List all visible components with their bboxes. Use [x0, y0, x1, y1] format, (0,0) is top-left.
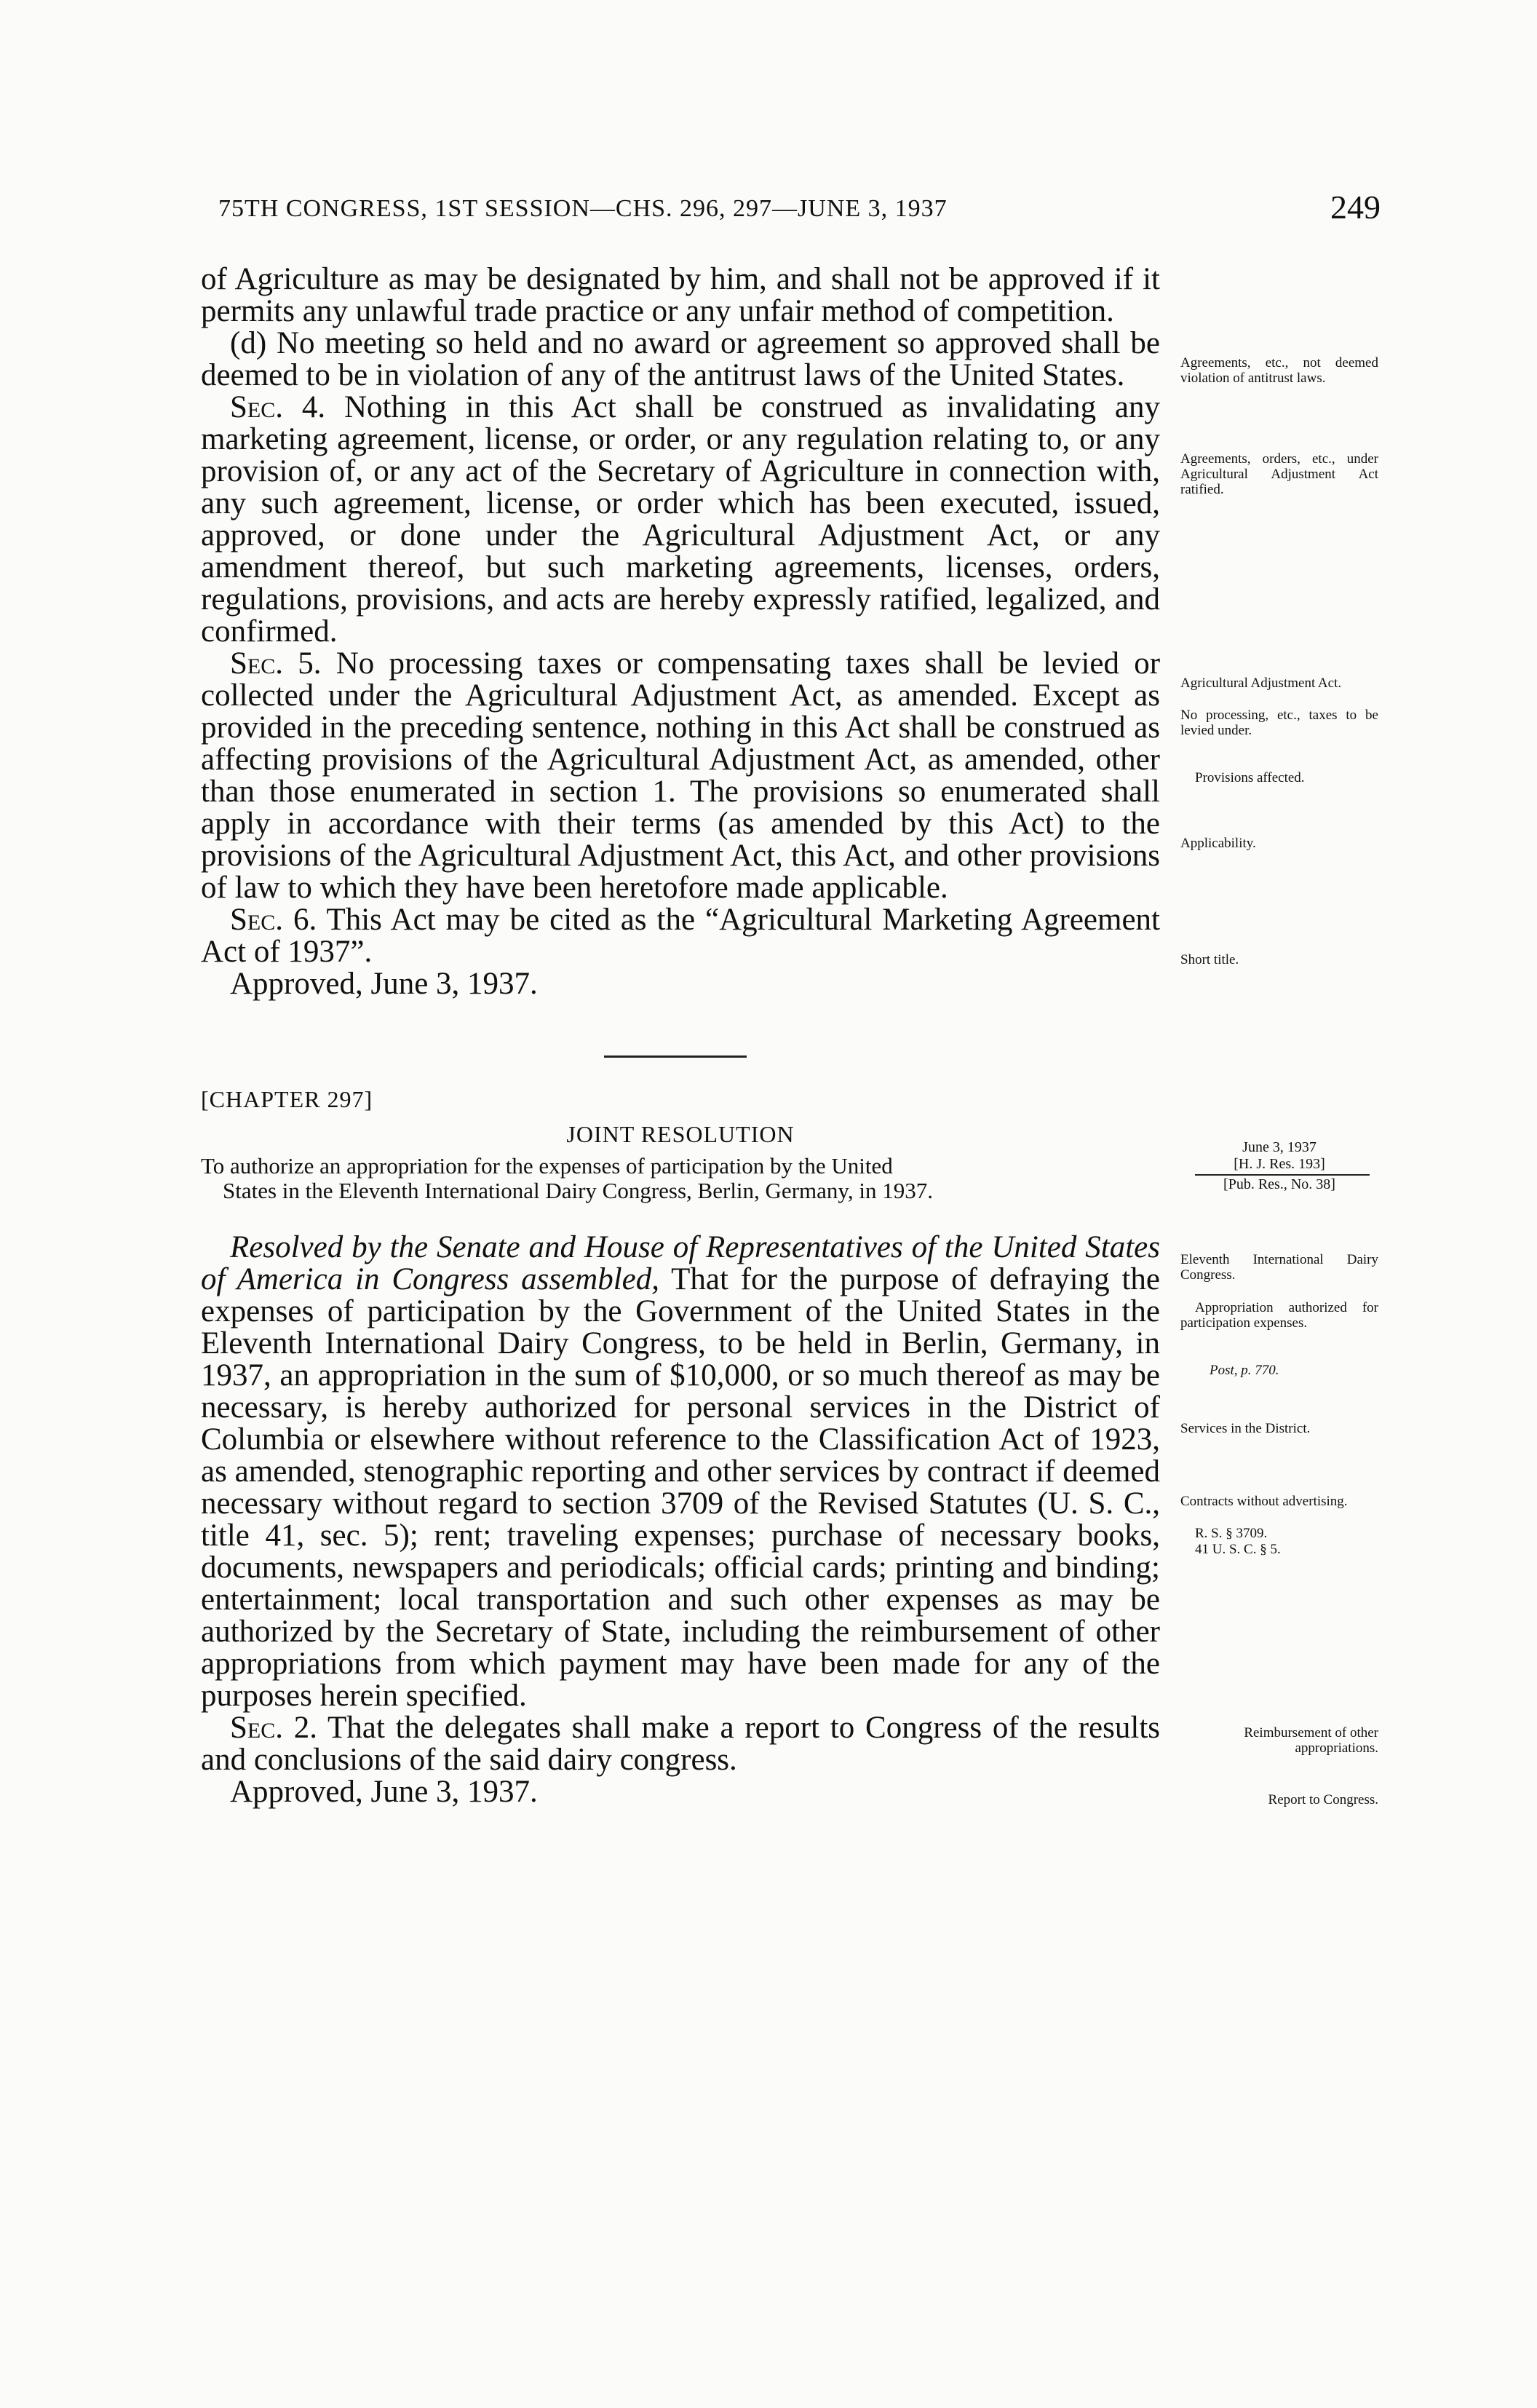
note-short-title: Short title.: [1180, 952, 1239, 967]
note-agreements-not-violation: Agreements, etc., not deemed violation of antitrust laws.: [1180, 355, 1378, 386]
section-6-label: Sec. 6.: [230, 903, 317, 937]
section-2-text: That the delegates shall make a report to Congress of the results and conclusions of the said dairy congress.: [201, 1711, 1160, 1777]
chapter-separator-rule: [604, 1056, 747, 1058]
chapter-297-label: [CHAPTER 297]: [201, 1086, 373, 1112]
resolution-body: [201, 1232, 1160, 1712]
note-provisions-affected: Provisions affected.: [1195, 770, 1305, 785]
section-2: [201, 1712, 1160, 1776]
note-pub-res: [Pub. Res., No. 38]: [1223, 1176, 1335, 1192]
section-6-text: This Act may be cited as the “Agricultural Marketing Agreement Act of 1937”.: [201, 903, 1160, 969]
note-services-dc: Services in the District.: [1180, 1421, 1311, 1436]
note-usc-ref: 41 U. S. C. § 5.: [1195, 1542, 1281, 1557]
note-post-ref: Post, p. 770.: [1210, 1363, 1279, 1378]
approved-297: Approved, June 3, 1937.: [230, 1775, 538, 1809]
section-4-text: Nothing in this Act shall be construed as invalidating any marketing agreement, license, or order, or any regulation relating to, or any provision of, or any act of the Secretary of Agriculture in connection with, any such agreement, license, or order which has been executed, issued, approved, or done under the Agricultural Adjustment Act, or any amendment thereof, but such marketing agreements, licenses, orders, regulations, provisions, and acts are hereby expressly ratified, legalized, and confirmed.: [201, 390, 1161, 649]
note-report: Report to Congress.: [1268, 1792, 1378, 1807]
chapter-297-text: [201, 1232, 1160, 1808]
joint-resolution-heading: JOINT RESOLUTION: [566, 1121, 795, 1147]
section-4-label: Sec. 4.: [230, 390, 326, 424]
section-5: [201, 648, 1160, 904]
approved-296: Approved, June 3, 1937.: [230, 967, 538, 1001]
enacting-clause: Resolved by the Senate and House of Representatives of the United States of America in Congress assembled,: [201, 1230, 1160, 1296]
note-agreements-ratified: Agreements, orders, etc., under Agricultural Adjustment Act ratified.: [1180, 451, 1378, 497]
section-5-label: Sec. 5.: [230, 646, 322, 681]
note-reimbursement: Reimbursement of other appropriations.: [1244, 1725, 1378, 1756]
note-rs-ref: R. S. § 3709.: [1195, 1526, 1268, 1541]
note-contracts: Contracts without advertising.: [1180, 1494, 1348, 1509]
note-date: June 3, 1937: [1242, 1139, 1316, 1155]
resolution-purpose: [201, 1154, 1160, 1203]
section-5-text: No processing taxes or compensating taxes shall be levied or collected under the Agricultural Adjustment Act, as amended. Except as provided in the preceding sentence, nothing in this Act shall be construed as affecting provisions of the Agricultural Adjustment Act, as amended, other than those enumerated in section 1. The provisions so enumerated shall apply in accordance with their terms (as amended by this Act) to the provisions of the Agricultural Adjustment Act, this Act, and other provisions of law to which they have been heretofore made applicable.: [201, 646, 1161, 905]
section-6: [201, 904, 1160, 968]
note-applicability: Applicability.: [1180, 836, 1256, 851]
section-2-label: Sec. 2.: [230, 1711, 318, 1745]
resolution-body-text: That for the purpose of defraying the expenses of participation by the Government of the United States in the Eleventh International Dairy Congress, to be held in Berlin, Germany, in 1937, an appropriation in the sum of $10,000, or so much thereof as may be necessary, is hereby authorized for personal services in the District of Columbia or elsewhere without reference to the Classification Act of 1923, as amended, stenographic reporting and other services by contract if deemed necessary without regard to section 3709 of the Revised Statutes (U. S. C., title 41, sec. 5); rent; traveling expenses; purchase of necessary books, documents, newspapers and periodicals; official cards; printing and binding; entertainment; local transportation and such other expenses as may be authorized by the Secretary of State, including the reimbursement of other appropriations from which payment may have been made for any of the purposes herein specified.: [201, 1262, 1160, 1713]
note-dairy-congress: Eleventh International Dairy Congress.: [1180, 1252, 1378, 1283]
running-title: 75TH CONGRESS, 1ST SESSION—CHS. 296, 297—JUNE 3, 1937: [218, 195, 948, 222]
section-4: [201, 392, 1160, 648]
page-number: 249: [1330, 189, 1381, 226]
margin-notes-297: [1180, 0, 1378, 2408]
note-appropriation: Appropriation authorized for participation expenses.: [1180, 1300, 1378, 1331]
purpose-line-2: States in the Eleventh International Dairy Congress, Berlin, Germany, in 1937.: [223, 1178, 933, 1203]
continuation-paragraph: of Agriculture as may be designated by him, and shall not be approved if it permits any unlawful trade practice or any unfair method of competition.: [201, 262, 1160, 328]
note-no-processing: No processing, etc., taxes to be levied under.: [1180, 708, 1378, 738]
note-rule: [1195, 1174, 1370, 1176]
paragraph-d: (d) No meeting so held and no award or agreement so approved shall be deemed to be in violation of any of the antitrust laws of the United States.: [201, 326, 1160, 392]
chapter-296-text: [201, 264, 1160, 1000]
note-hj-res: [H. J. Res. 193]: [1234, 1156, 1325, 1172]
note-aaa: Agricultural Adjustment Act.: [1180, 676, 1342, 691]
purpose-line-1: To authorize an appropriation for the expenses of participation by the United: [201, 1153, 893, 1179]
